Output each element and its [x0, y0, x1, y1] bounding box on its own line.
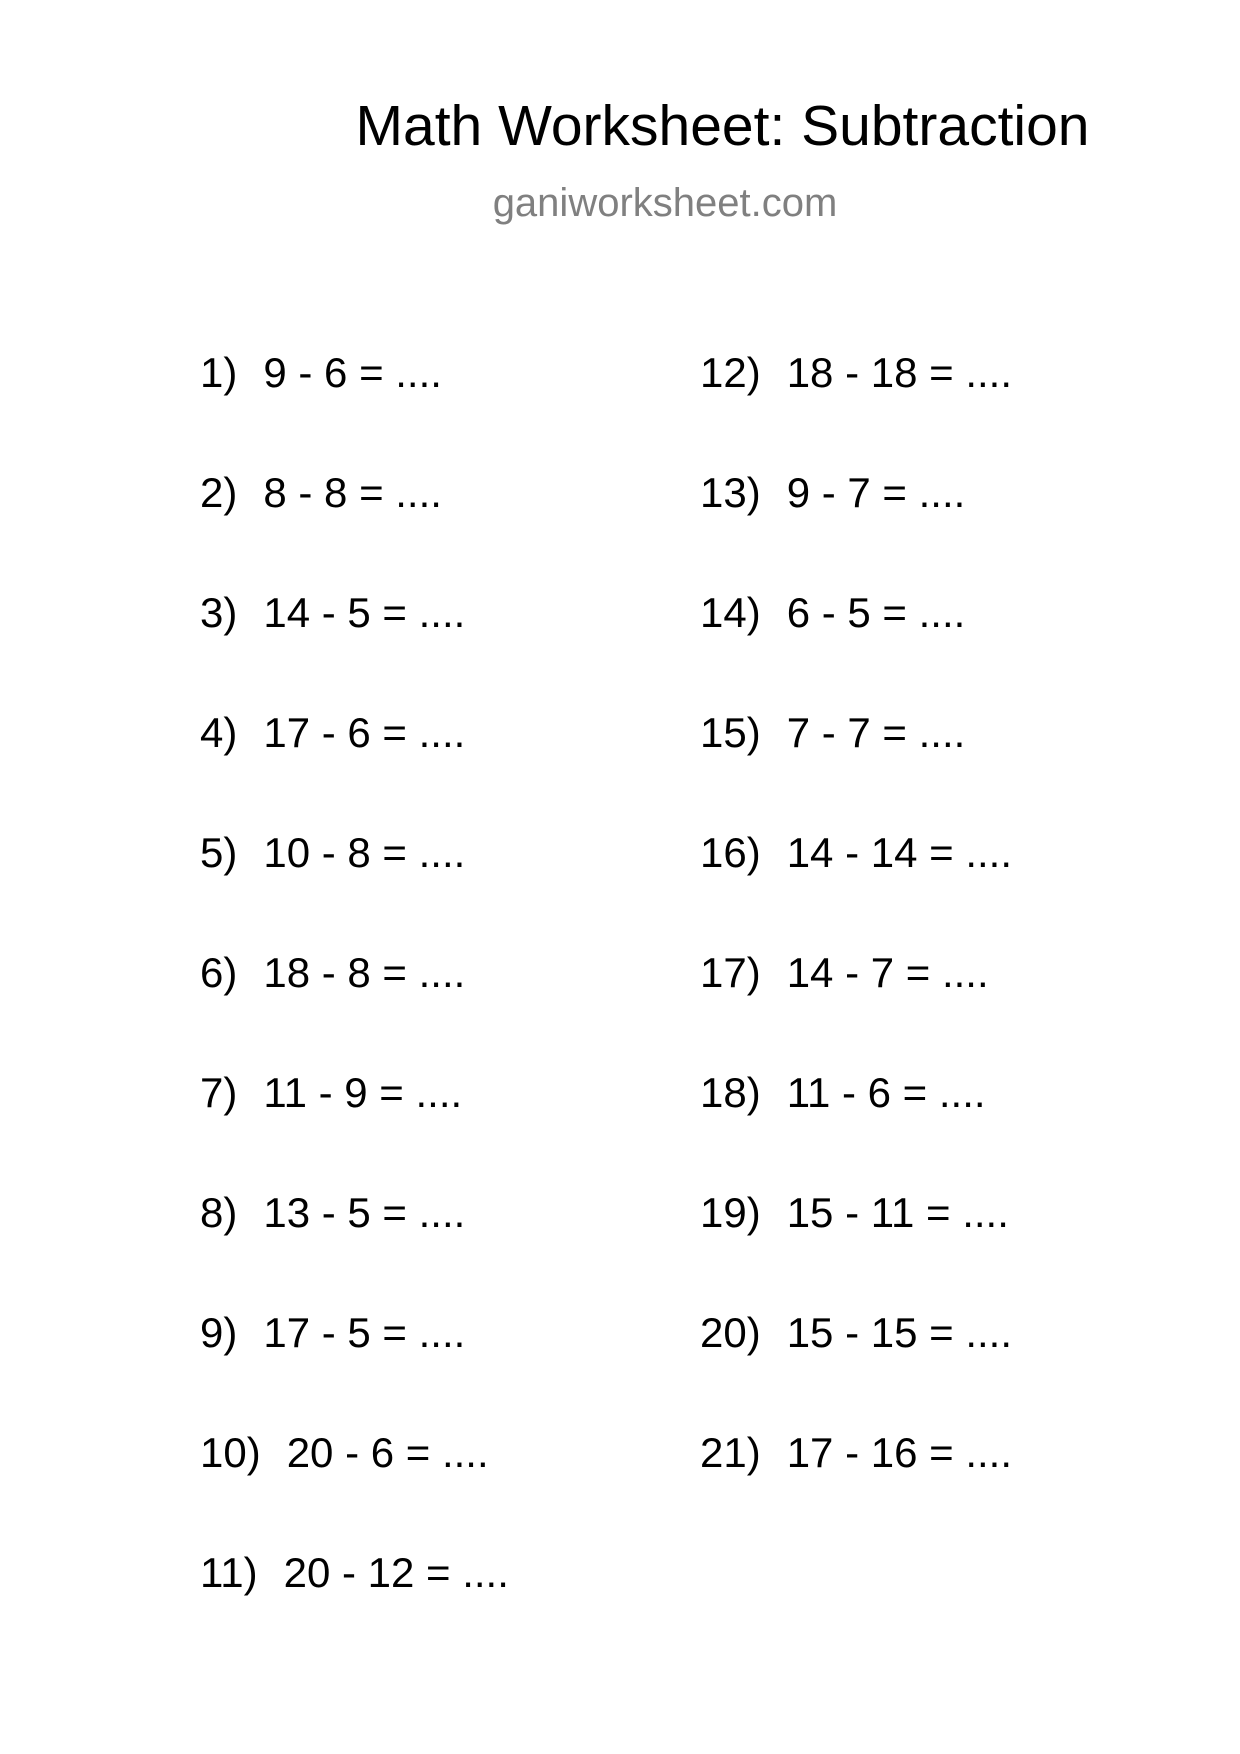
- problem-expression: 14 - 14 = ....: [786, 829, 1013, 876]
- problem-number: 7): [200, 1069, 238, 1116]
- problem-number: 13): [700, 469, 761, 516]
- problem-expression: 8 - 8 = ....: [263, 469, 442, 516]
- problem-number: 5): [200, 829, 238, 876]
- problem-number: 4): [200, 709, 238, 756]
- problem-expression: 15 - 15 = ....: [786, 1309, 1013, 1356]
- problem-item: [700, 1429, 1013, 1552]
- problem-item: [200, 949, 509, 1072]
- page-title: Math Worksheet: Subtraction: [355, 94, 1090, 158]
- problem-expression: 9 - 6 = ....: [263, 349, 442, 396]
- problem-item: [700, 1069, 1012, 1192]
- problem-number: 16): [700, 829, 761, 876]
- problem-number: 18): [700, 1069, 761, 1116]
- problem-expression: 17 - 5 = ....: [263, 1309, 466, 1356]
- problem-number: 9): [200, 1309, 238, 1356]
- problem-number: 11): [200, 1549, 258, 1596]
- problem-item: [700, 349, 1013, 472]
- problem-number: 17): [700, 949, 761, 996]
- problem-expression: 14 - 7 = ....: [786, 949, 989, 996]
- problem-item: [200, 469, 509, 592]
- problem-expression: 10 - 8 = ....: [263, 829, 466, 876]
- problem-expression: 17 - 6 = ....: [263, 709, 466, 756]
- site-url: ganiworksheet.com: [492, 181, 838, 225]
- problem-item: [700, 469, 1012, 592]
- problem-expression: 18 - 18 = ....: [786, 349, 1013, 396]
- problem-expression: 7 - 7 = ....: [786, 709, 966, 756]
- problem-expression: 9 - 7 = ....: [786, 469, 966, 516]
- problem-number: 15): [700, 709, 761, 756]
- problem-item: [200, 1549, 509, 1672]
- problem-item: [700, 1309, 1013, 1432]
- problem-expression: 15 - 11 = ....: [786, 1189, 1009, 1236]
- problem-number: 6): [200, 949, 238, 996]
- problem-item: [200, 1309, 509, 1432]
- problem-expression: 6 - 5 = ....: [786, 589, 966, 636]
- problem-expression: 11 - 9 = ....: [263, 1069, 463, 1116]
- problem-item: [200, 829, 509, 952]
- problem-number: 3): [200, 589, 238, 636]
- problem-number: 21): [700, 1429, 761, 1476]
- problem-item: [200, 1069, 509, 1192]
- problem-expression: 20 - 12 = ....: [283, 1549, 509, 1596]
- problem-item: [700, 589, 1012, 712]
- problem-expression: 17 - 16 = ....: [786, 1429, 1013, 1476]
- problem-number: 2): [200, 469, 238, 516]
- problem-number: 14): [700, 589, 761, 636]
- problems-column-left: [200, 349, 509, 1672]
- problem-item: [200, 349, 509, 472]
- problem-item: [200, 589, 509, 712]
- problem-item: [200, 1189, 509, 1312]
- problem-expression: 14 - 5 = ....: [263, 589, 466, 636]
- problem-expression: 20 - 6 = ....: [286, 1429, 489, 1476]
- problem-expression: 13 - 5 = ....: [263, 1189, 466, 1236]
- problem-number: 10): [200, 1429, 261, 1476]
- problem-number: 19): [700, 1189, 761, 1236]
- problem-number: 12): [700, 349, 761, 396]
- problem-item: [200, 1429, 509, 1552]
- problem-expression: 11 - 6 = ....: [786, 1069, 986, 1116]
- problem-number: 8): [200, 1189, 238, 1236]
- problem-item: [200, 709, 509, 832]
- problem-item: [700, 709, 1012, 832]
- problems-column-right: [700, 349, 1013, 1552]
- problem-number: 1): [200, 349, 238, 396]
- problem-item: [700, 1189, 1012, 1312]
- problem-expression: 18 - 8 = ....: [263, 949, 466, 996]
- problem-number: 20): [700, 1309, 761, 1356]
- problem-item: [700, 829, 1013, 952]
- problem-item: [700, 949, 1012, 1072]
